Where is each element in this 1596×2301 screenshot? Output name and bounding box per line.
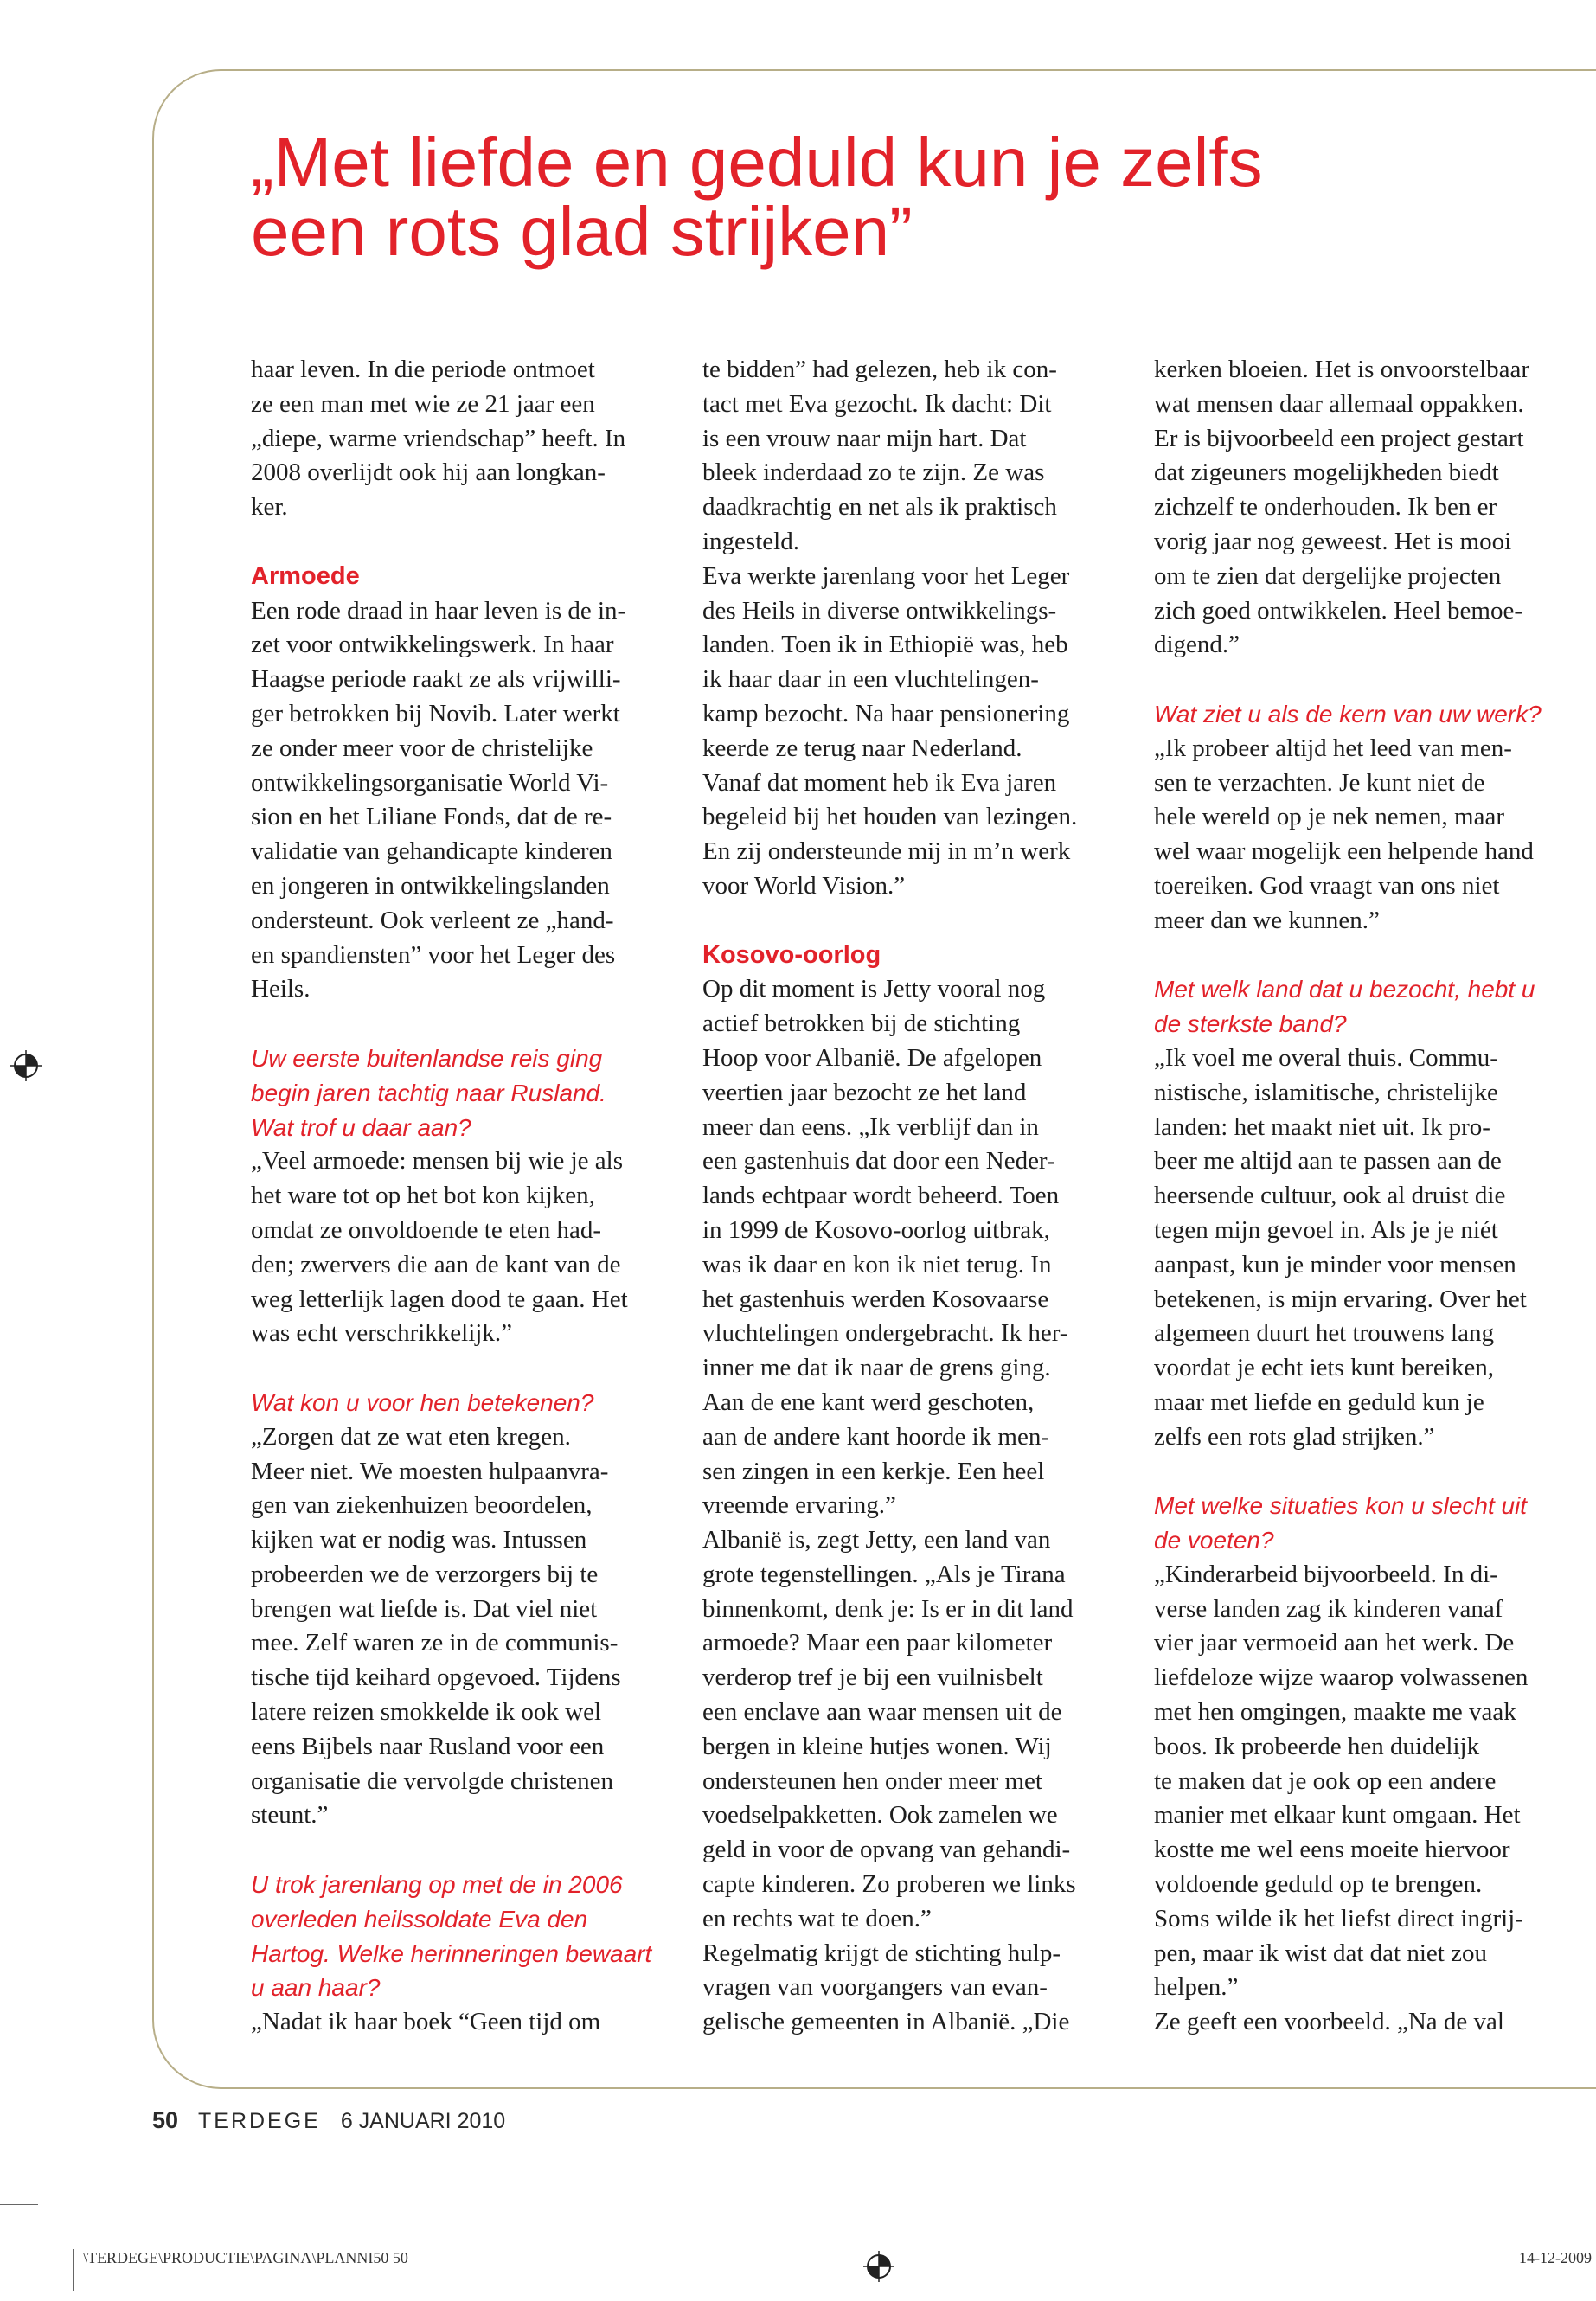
text-line: vreemde ervaring.” xyxy=(702,1491,896,1520)
text-line: keerde ze terug naar Nederland. xyxy=(702,734,1022,762)
text-line: „Nadat ik haar boek “Geen tijd om xyxy=(251,2008,601,2036)
section-heading: Kosovo-oorlog xyxy=(702,940,881,969)
text-line: brengen wat liefde is. Dat viel niet xyxy=(251,1594,598,1623)
interview-answer xyxy=(1154,1558,1578,2040)
text-line: den; zwervers die aan de kant van de xyxy=(251,1250,621,1279)
text-line: daadkrachtig en net als ik praktisch xyxy=(702,493,1057,522)
text-line: Heils. xyxy=(251,975,311,1003)
text-line: probeerden we de verzorgers bij te xyxy=(251,1560,599,1588)
text-line: vier jaar vermoeid aan het werk. De xyxy=(1154,1629,1515,1657)
text-line: hele wereld op je nek nemen, maar xyxy=(1154,803,1505,831)
text-line: tegen mijn gevoel in. Als je je niét xyxy=(1154,1215,1498,1244)
interview-question: overleden heilssoldate Eva den xyxy=(251,1905,588,1932)
qa-block xyxy=(251,1386,675,1833)
text-line: capte kinderen. Zo proberen we links xyxy=(702,1870,1076,1899)
text-line: ondersteunen hen onder meer met xyxy=(702,1766,1042,1795)
text-line: zelfs een rots glad strijken.” xyxy=(1154,1422,1435,1451)
text-line: vluchtelingen ondergebracht. Ik her- xyxy=(702,1319,1068,1348)
registration-mark-icon xyxy=(863,2251,894,2282)
body-paragraph xyxy=(251,594,675,1008)
text-line: gelische gemeenten in Albanië. „Die xyxy=(702,2008,1070,2036)
text-line: steunt.” xyxy=(251,1801,329,1830)
text-line: wel waar mogelijk een helpende hand xyxy=(1154,837,1534,866)
text-line: zich goed ontwikkelen. Heel bemoe- xyxy=(1154,596,1522,625)
text-block xyxy=(251,353,675,525)
text-line: „Veel armoede: mensen bij wie je als xyxy=(251,1147,624,1176)
text-line: boos. Ik probeerde hen duidelijk xyxy=(1154,1732,1480,1760)
text-line: zet voor ontwikkelingswerk. In haar xyxy=(251,631,614,659)
text-line: kostte me wel eens moeite hiervoor xyxy=(1154,1836,1510,1864)
interview-question: Met welk land dat u bezocht, hebt u xyxy=(1154,976,1535,1003)
text-line: heersende cultuur, ook al druist die xyxy=(1154,1182,1506,1210)
text-line: met hen omgingen, maakte me vaak xyxy=(1154,1698,1516,1727)
interview-question: begin jaren tachtig naar Rusland. xyxy=(251,1079,606,1106)
interview-answer xyxy=(251,2005,675,2040)
production-slug: \TERDEGE\PRODUCTIE\PAGINA\PLANNI50 50 xyxy=(83,2249,408,2266)
text-line: was echt verschrikkelijk.” xyxy=(251,1319,512,1348)
text-line: bergen in kleine hutjes wonen. Wij xyxy=(702,1732,1052,1760)
text-line: is een vrouw naar mijn hart. Dat xyxy=(702,424,1027,452)
body-paragraph xyxy=(702,353,1126,904)
text-line: aan de andere kant hoorde ik men- xyxy=(702,1422,1049,1451)
qa-block xyxy=(251,1042,675,1351)
text-line: en spandiensten” voor het Leger des xyxy=(251,940,616,969)
text-line: kerken bloeien. Het is onvoorstelbaar xyxy=(1154,356,1530,383)
interview-question: u aan haar? xyxy=(251,1974,381,2002)
text-line: omdat ze onvoldoende te eten had- xyxy=(251,1215,602,1244)
interview-question: U trok jarenlang op met de in 2006 xyxy=(251,1871,623,1899)
text-line: Eva werkte jarenlang voor het Leger xyxy=(702,561,1070,590)
qa-block xyxy=(1154,972,1578,1454)
text-line: geld in voor de opvang van gehandi- xyxy=(702,1836,1071,1864)
text-line: binnenkomt, denk je: Is er in dit land xyxy=(702,1594,1074,1623)
text-line: het gastenhuis werden Kosovaarse xyxy=(702,1285,1049,1313)
text-line: tact met Eva gezocht. Ik dacht: Dit xyxy=(702,389,1052,418)
interview-answer xyxy=(251,1144,675,1351)
text-line: sion en het Liliane Fonds, dat de re- xyxy=(251,803,612,831)
headline-line: een rots glad strijken” xyxy=(251,193,913,270)
interview-question: de voeten? xyxy=(1154,1527,1274,1554)
text-line: eens Bijbels naar Rusland voor een xyxy=(251,1732,605,1760)
text-line: verse landen zag ik kinderen vanaf xyxy=(1154,1594,1503,1623)
issue-date: 6 JANUARI 2010 xyxy=(340,2109,506,2133)
text-line: ker. xyxy=(251,493,288,522)
text-line: Albanië is, zegt Jetty, een land van xyxy=(702,1526,1051,1554)
text-line: grote tegenstellingen. „Als je Tirana xyxy=(702,1560,1066,1588)
text-line: het ware tot op het bot kon kijken, xyxy=(251,1182,595,1210)
text-line: in 1999 de Kosovo-oorlog uitbrak, xyxy=(702,1215,1050,1244)
text-line: kijken wat er nodig was. Intussen xyxy=(251,1526,587,1554)
headline-line: „Met liefde en geduld kun je zelfs xyxy=(251,124,1263,201)
text-line: ontwikkelingsorganisatie World Vi- xyxy=(251,768,609,797)
text-line: Haagse periode raakt ze als vrijwilli- xyxy=(251,665,621,694)
text-line: een enclave aan waar mensen uit de xyxy=(702,1698,1062,1727)
article-column-3 xyxy=(1154,353,1578,2040)
text-line: toereiken. God vraagt van ons niet xyxy=(1154,871,1500,900)
text-line: Een rode draad in haar leven is de in- xyxy=(251,596,626,625)
text-line: „Ik probeer altijd het leed van men- xyxy=(1154,734,1512,762)
magazine-name: TERDEGE xyxy=(198,2109,321,2133)
interview-question: Hartog. Welke herinneringen bewaart xyxy=(251,1939,652,1967)
interview-question: de sterkste band? xyxy=(1154,1010,1347,1038)
text-line: voldoende geduld op te brengen. xyxy=(1154,1870,1483,1899)
text-line: Regelmatig krijgt de stichting hulp- xyxy=(702,1939,1061,1967)
text-line: verderop tref je bij een vuilnisbelt xyxy=(702,1663,1043,1692)
text-line: dat zigeuners mogelijkheden biedt xyxy=(1154,458,1499,487)
text-line: inner me dat ik naar de grens ging. xyxy=(702,1354,1051,1382)
text-line: wat mensen daar allemaal oppakken. xyxy=(1154,389,1524,418)
text-line: was ik daar en kon ik niet terug. In xyxy=(702,1250,1052,1279)
interview-question: Wat ziet u als de kern van uw werk? xyxy=(1154,700,1542,727)
text-line: bleek inderdaad zo te zijn. Ze was xyxy=(702,458,1045,487)
production-date: 14-12-2009 xyxy=(1519,2249,1592,2266)
text-line: een gastenhuis dat door een Neder- xyxy=(702,1147,1055,1176)
text-line: betekenen, is mijn ervaring. Over het xyxy=(1154,1285,1527,1313)
text-line: helpen.” xyxy=(1154,1973,1239,2002)
interview-answer xyxy=(1154,1042,1578,1455)
text-line: „Zorgen dat ze wat eten kregen. xyxy=(251,1422,571,1451)
text-line: En zij ondersteunde mij in m’n werk xyxy=(702,837,1071,866)
text-line: landen. Toen ik in Ethiopië was, heb xyxy=(702,631,1068,659)
text-line: weg letterlijk lagen dood te gaan. Het xyxy=(251,1285,628,1313)
text-line: nistische, islamitische, christelijke xyxy=(1154,1078,1498,1106)
text-line: actief betrokken bij de stichting xyxy=(702,1009,1021,1038)
section-heading: Armoede xyxy=(251,561,360,590)
text-line: ze een man met wie ze 21 jaar een xyxy=(251,389,595,418)
text-line: voordat je echt iets kunt bereiken, xyxy=(1154,1354,1494,1382)
text-line: maar met liefde en geduld kun je xyxy=(1154,1388,1484,1416)
text-line: Ze geeft een voorbeeld. „Na de val xyxy=(1154,2008,1504,2036)
text-line: landen: het maakt niet uit. Ik pro- xyxy=(1154,1112,1490,1141)
interview-answer xyxy=(1154,732,1578,939)
text-line: om te zien dat dergelijke projecten xyxy=(1154,561,1502,590)
text-line: vragen van voorgangers van evan- xyxy=(702,1973,1048,2002)
text-line: sen te verzachten. Je kunt niet de xyxy=(1154,768,1485,797)
interview-question: Met welke situaties kon u slecht uit xyxy=(1154,1492,1528,1520)
text-line: tische tijd keihard opgevoed. Tijdens xyxy=(251,1663,621,1692)
text-block xyxy=(1154,353,1578,663)
qa-block xyxy=(1154,1489,1578,2040)
text-line: Soms wilde ik het liefst direct ingrij- xyxy=(1154,1904,1523,1932)
text-line: sen zingen in een kerkje. Een heel xyxy=(702,1457,1045,1485)
text-line: gen van ziekenhuizen beoordelen, xyxy=(251,1491,593,1520)
text-line: zichzelf te onderhouden. Ik ben er xyxy=(1154,493,1497,522)
body-paragraph xyxy=(1154,353,1578,663)
text-line: „Kinderarbeid bijvoorbeeld. In di- xyxy=(1154,1560,1498,1588)
text-line: lands echtpaar wordt beheerd. Toen xyxy=(702,1182,1060,1210)
qa-block xyxy=(1154,697,1578,939)
interview-answer xyxy=(251,1420,675,1834)
section-block xyxy=(251,560,675,1007)
body-paragraph xyxy=(251,353,675,525)
text-line: ik haar daar in een vluchtelingen- xyxy=(702,665,1039,694)
interview-question: Uw eerste buitenlandse reis ging xyxy=(251,1044,603,1072)
text-line: des Heils in diverse ontwikkelings- xyxy=(702,596,1057,625)
text-line: pen, maar ik wist dat dat niet zou xyxy=(1154,1939,1487,1967)
text-line: en rechts wat te doen.” xyxy=(702,1904,932,1932)
text-line: meer dan we kunnen.” xyxy=(1154,906,1380,934)
text-line: vorig jaar nog geweest. Het is mooi xyxy=(1154,527,1512,555)
text-line: algemeen duurt het trouwens lang xyxy=(1154,1319,1494,1348)
text-line: te maken dat je ook op een andere xyxy=(1154,1766,1497,1795)
page-footer xyxy=(152,2107,505,2134)
text-line: 2008 overlijdt ook hij aan longkan- xyxy=(251,458,606,487)
text-line: veertien jaar bezocht ze het land xyxy=(702,1078,1027,1106)
text-line: Op dit moment is Jetty vooral nog xyxy=(702,975,1046,1003)
text-line: mee. Zelf waren ze in de communis- xyxy=(251,1629,619,1657)
text-line: en jongeren in ontwikkelingslanden xyxy=(251,871,610,900)
article-column-2 xyxy=(702,353,1126,2040)
text-line: Er is bijvoorbeeld een project gestart xyxy=(1154,424,1524,452)
text-line: meer dan eens. „Ik verblijf dan in xyxy=(702,1112,1039,1141)
text-line: begeleid bij het houden van lezingen. xyxy=(702,803,1078,831)
text-line: „diepe, warme vriendschap” heeft. In xyxy=(251,424,626,452)
text-line: Vanaf dat moment heb ik Eva jaren xyxy=(702,768,1057,797)
text-line: voedselpakketten. Ook zamelen we xyxy=(702,1801,1058,1830)
qa-block xyxy=(251,1868,675,2040)
text-block xyxy=(702,353,1126,904)
text-line: haar leven. In die periode ontmoet xyxy=(251,356,595,383)
text-line: Meer niet. We moesten hulpaanvra- xyxy=(251,1457,609,1485)
section-block xyxy=(702,939,1126,2041)
text-line: validatie van gehandicapte kinderen xyxy=(251,837,612,866)
text-line: digend.” xyxy=(1154,631,1240,659)
text-line: kamp bezocht. Na haar pensionering xyxy=(702,699,1070,727)
text-line: beer me altijd aan te passen aan de xyxy=(1154,1147,1502,1176)
text-line: liefdeloze wijze waarop volwassenen xyxy=(1154,1663,1529,1692)
text-line: voor World Vision.” xyxy=(702,871,906,900)
registration-mark-icon xyxy=(10,1050,42,1081)
text-line: ger betrokken bij Novib. Later werkt xyxy=(251,699,620,727)
text-line: Aan de ene kant werd geschoten, xyxy=(702,1388,1035,1416)
interview-question: Wat kon u voor hen betekenen? xyxy=(251,1388,594,1416)
text-line: manier met elkaar kunt omgaan. Het xyxy=(1154,1801,1521,1830)
text-line: „Ik voel me overal thuis. Commu- xyxy=(1154,1043,1498,1072)
text-line: ingesteld. xyxy=(702,527,799,555)
page-number: 50 xyxy=(152,2107,179,2133)
interview-question: Wat trof u daar aan? xyxy=(251,1113,471,1141)
text-line: organisatie die vervolgde christenen xyxy=(251,1766,614,1795)
text-line: armoede? Maar een paar kilometer xyxy=(702,1629,1053,1657)
text-line: aanpast, kun je minder voor mensen xyxy=(1154,1250,1516,1279)
text-line: latere reizen smokkelde ik ook wel xyxy=(251,1698,602,1727)
headline xyxy=(251,124,1548,270)
text-line: ze onder meer voor de christelijke xyxy=(251,734,593,762)
crop-mark xyxy=(73,2249,74,2291)
body-paragraph xyxy=(702,972,1126,2040)
crop-mark xyxy=(0,2204,38,2205)
text-line: ondersteunt. Ook verleent ze „hand- xyxy=(251,906,614,934)
text-line: Hoop voor Albanië. De afgelopen xyxy=(702,1043,1042,1072)
text-line: te bidden” had gelezen, heb ik con- xyxy=(702,356,1057,383)
article-column-1 xyxy=(251,353,675,2040)
